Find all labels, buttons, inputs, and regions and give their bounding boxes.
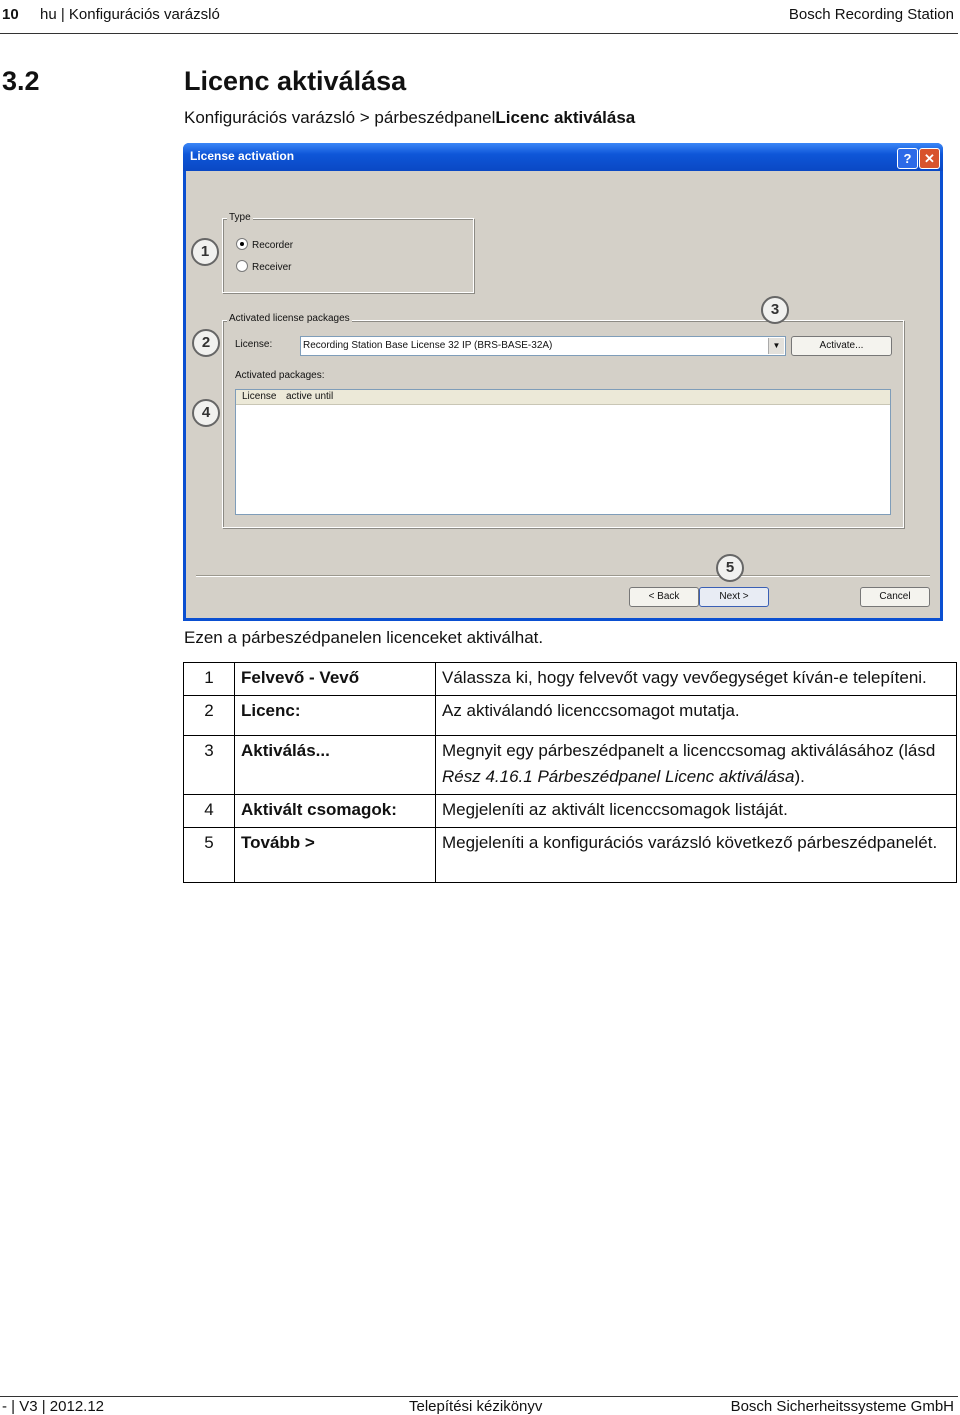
row-description: Az aktiválandó licenccsomagot mutatja. bbox=[436, 696, 957, 736]
activate-button[interactable]: Activate... bbox=[791, 336, 892, 356]
radio-receiver[interactable] bbox=[236, 260, 291, 273]
table-row bbox=[184, 795, 957, 828]
callout-5: 5 bbox=[716, 554, 744, 582]
row-description: Megjeleníti az aktivált licenccsomagok listáját. bbox=[436, 795, 957, 828]
table-row bbox=[184, 828, 957, 883]
section-title: Licenc aktiválása bbox=[184, 66, 407, 96]
row-description-suffix: ). bbox=[794, 767, 805, 786]
breadcrumb-prefix: Konfigurációs varázsló > párbeszédpanel bbox=[184, 108, 496, 127]
footer-version: - | V3 | 2012.12 bbox=[2, 1398, 105, 1415]
row-term: Tovább > bbox=[235, 828, 436, 883]
page-number: 10 bbox=[2, 6, 19, 23]
section-reference-link[interactable]: Rész 4.16.1 Párbeszédpanel Licenc aktiválása bbox=[442, 767, 795, 786]
row-term: Felvevő - Vevő bbox=[235, 663, 436, 696]
radio-receiver-label: Receiver bbox=[252, 262, 292, 273]
row-number: 1 bbox=[184, 663, 235, 696]
callout-4: 4 bbox=[192, 399, 220, 427]
radio-unselected-icon bbox=[236, 260, 248, 272]
column-active-until[interactable]: active until bbox=[286, 391, 334, 402]
chevron-down-icon[interactable]: ▼ bbox=[768, 338, 784, 354]
callout-2: 2 bbox=[192, 329, 220, 357]
dialog-title: License activation bbox=[190, 149, 295, 163]
next-button[interactable]: Next > bbox=[699, 587, 769, 607]
section-number: 3.2 bbox=[2, 66, 40, 96]
intro-text: Ezen a párbeszédpanelen licenceket aktiválhat. bbox=[184, 628, 544, 647]
activated-packages-list[interactable] bbox=[235, 389, 891, 515]
type-group bbox=[222, 218, 474, 293]
separator bbox=[196, 575, 930, 577]
license-select-value: Recording Station Base License 32 IP (BRS-BASE-32A) bbox=[303, 340, 553, 351]
dialog-titlebar bbox=[183, 143, 943, 171]
close-button[interactable]: ✕ bbox=[919, 148, 940, 169]
row-number: 4 bbox=[184, 795, 235, 828]
breadcrumb bbox=[184, 108, 635, 128]
page-footer bbox=[0, 1396, 958, 1415]
license-activation-dialog bbox=[183, 143, 943, 621]
page-header bbox=[0, 0, 958, 34]
row-term: Aktiválás... bbox=[235, 736, 436, 795]
radio-selected-icon bbox=[236, 238, 248, 250]
breadcrumb-current: Licenc aktiválása bbox=[495, 108, 636, 127]
row-number: 3 bbox=[184, 736, 235, 795]
table-row bbox=[184, 663, 957, 696]
row-description bbox=[436, 736, 957, 795]
footer-doc-title: Telepítési kézikönyv bbox=[409, 1398, 543, 1415]
column-license[interactable]: License bbox=[242, 391, 277, 402]
cancel-button[interactable]: Cancel bbox=[860, 587, 930, 607]
radio-recorder-label: Recorder bbox=[252, 240, 294, 251]
back-button[interactable]: < Back bbox=[629, 587, 699, 607]
activated-packages-label: Activated packages: bbox=[235, 370, 325, 381]
packages-group-label: Activated license packages bbox=[229, 313, 350, 324]
row-term: Aktivált csomagok: bbox=[235, 795, 436, 828]
type-group-label: Type bbox=[229, 212, 251, 223]
dialog-client-area bbox=[186, 171, 940, 618]
row-description: Válassza ki, hogy felvevőt vagy vevőegységet kíván-e telepíteni. bbox=[436, 663, 957, 696]
row-description: Megjeleníti a konfigurációs varázsló következő párbeszédpanelét. bbox=[436, 828, 957, 883]
callout-3: 3 bbox=[761, 296, 789, 324]
footer-company: Bosch Sicherheitssysteme GmbH bbox=[730, 1398, 954, 1415]
row-term: Licenc: bbox=[235, 696, 436, 736]
radio-recorder[interactable] bbox=[236, 238, 293, 251]
chapter-title: hu | Konfigurációs varázsló bbox=[40, 6, 220, 23]
table-row bbox=[184, 696, 957, 736]
help-button[interactable]: ? bbox=[897, 148, 918, 169]
table-row bbox=[184, 736, 957, 795]
license-select[interactable] bbox=[300, 336, 786, 356]
list-header bbox=[236, 390, 890, 405]
row-number: 2 bbox=[184, 696, 235, 736]
callout-1: 1 bbox=[191, 238, 219, 266]
description-table bbox=[183, 662, 957, 883]
row-number: 5 bbox=[184, 828, 235, 883]
row-description-prefix: Megnyit egy párbeszédpanelt a licenccsomag aktiválásához (lásd bbox=[442, 741, 936, 760]
product-name: Bosch Recording Station bbox=[788, 6, 954, 23]
license-label: License: bbox=[235, 339, 273, 350]
